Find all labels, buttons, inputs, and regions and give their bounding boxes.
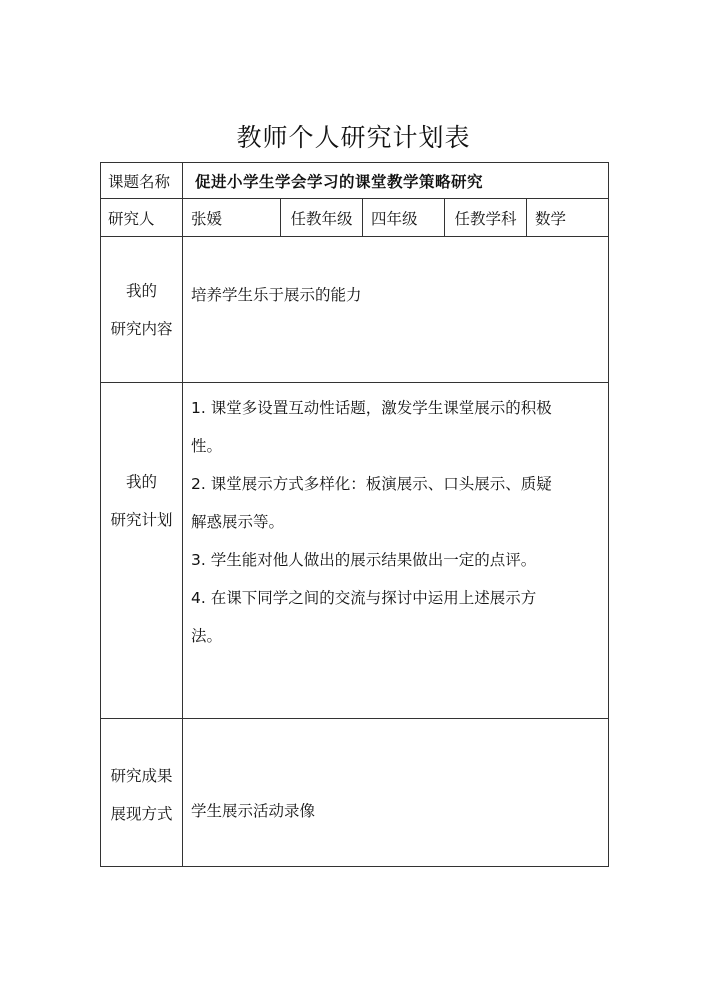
plan-row	[101, 383, 609, 719]
result-label-line2: 展现方式	[110, 805, 173, 823]
result-value: 学生展示活动录像	[191, 802, 316, 820]
plan-item: 性。	[191, 437, 223, 455]
content-value: 培养学生乐于展示的能力	[191, 286, 362, 304]
plan-item: 法。	[191, 627, 223, 645]
grade-value: 四年级	[363, 199, 445, 237]
research-plan-table	[100, 162, 609, 867]
plan-item: 2. 课堂展示方式多样化：板演展示、口头展示、质疑	[191, 475, 552, 493]
result-row	[101, 719, 609, 867]
content-label	[101, 237, 183, 383]
researcher-value: 张媛	[183, 199, 281, 237]
plan-item: 解惑展示等。	[191, 513, 285, 531]
topic-row	[101, 163, 609, 199]
result-cell	[183, 719, 609, 867]
researcher-row	[101, 199, 609, 237]
plan-item: 3. 学生能对他人做出的展示结果做出一定的点评。	[191, 551, 537, 569]
researcher-label: 研究人	[101, 199, 183, 237]
document-title: 教师个人研究计划表	[236, 123, 471, 152]
plan-label	[101, 383, 183, 719]
subject-label: 任教学科	[445, 199, 527, 237]
content-label-line1: 我的	[125, 281, 157, 300]
plan-item: 4. 在课下同学之间的交流与探讨中运用上述展示方	[191, 589, 537, 607]
content-row	[101, 237, 609, 383]
plan-item: 1. 课堂多设置互动性话题，激发学生课堂展示的积极	[191, 399, 552, 417]
subject-value: 数学	[527, 199, 609, 237]
result-label-line1: 研究成果	[110, 767, 173, 785]
topic-label: 课题名称	[101, 163, 183, 199]
plan-items	[183, 383, 609, 719]
plan-label-line2: 研究计划	[110, 511, 173, 529]
plan-label-line1: 我的	[125, 473, 157, 491]
content-cell	[183, 237, 609, 383]
content-label-line2: 研究内容	[110, 319, 173, 338]
topic-value: 促进小学生学会学习的课堂教学策略研究	[183, 163, 609, 199]
result-label	[101, 719, 183, 867]
grade-label: 任教年级	[281, 199, 363, 237]
